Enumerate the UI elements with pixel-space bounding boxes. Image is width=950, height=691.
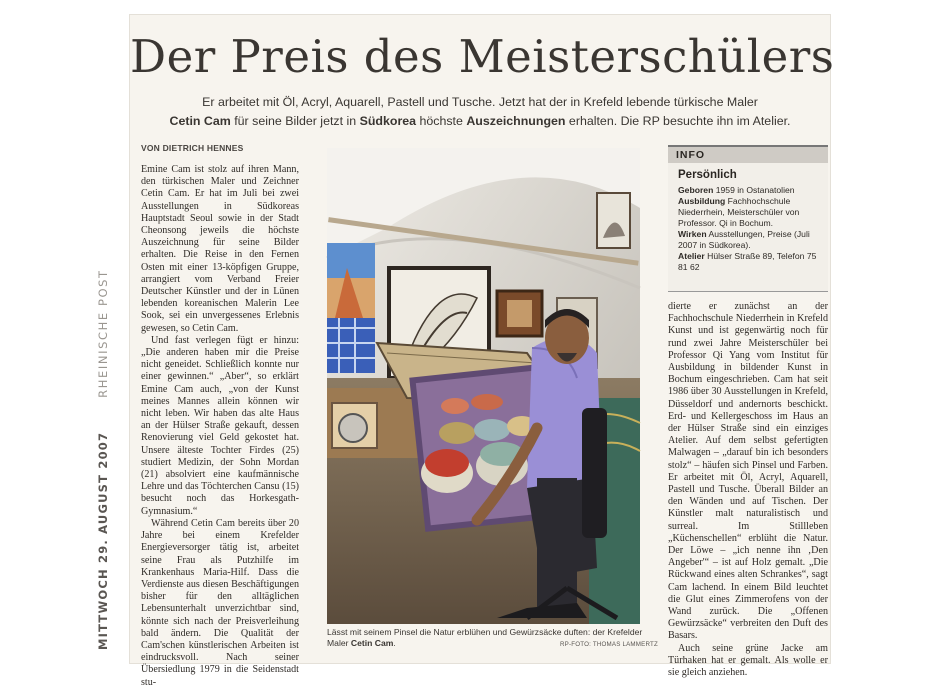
info-box-header: INFO [668, 147, 828, 163]
info-item-work: Wirken Ausstellungen, Preise (Juli 2007 in Südkorea). [678, 229, 810, 250]
byline: VON DIETRICH HENNES [141, 143, 244, 153]
info-box [668, 145, 828, 291]
article-headline: Der Preis des Meisterschülers [130, 30, 835, 83]
info-item-born: Geboren 1959 in Ostanatolien [678, 185, 795, 195]
edition-sidebar [96, 269, 110, 650]
paragraph: Während Cetin Cam bereits über 20 Jahre bei einem Krefelder Energieversorger tätig ist, arbeitet seine Frau als Putzhilfe im Krankenhaus Maria-Hilf. Dass die Verdienste aus diesen Beschäftigungen bisher für den alltäglichen Lebensunterhalt unverzichtbar sind, könnte sich nach der Preisverleihung bald ändern. Die Qualität der Cam'schen künstlerischen Arbeiten ist eindrucksvoll. Nach seiner Übersiedlung 1979 in die Seidenstadt stu- [141, 517, 299, 688]
paragraph: Auch seine grüne Jacke am Türhaken hat er gemalt. Als wolle er sie gleich anziehen. [668, 642, 828, 679]
paragraph: Und fast verlegen fügt er hinzu: „Die anderen haben mir die Preise nicht geneidet. Schließlich konnte nur einer gewinnen.“ „Aber“, so erklärt Emine Cam auch, „von der Kunst meines Mannes allein können wir nicht leben. Wir haben das alte Haus an der Hülser Straße gekauft, dessen Renovierung viel Geld gekostet hat. Unsere älteste Tochter Firdes (25) studiert Medizin, der Sohn Mordan (21) absolviert eine kaufmännische Lehre und das Töchterchen Cansu (15) besucht noch das Horkesgath-Gymnasium.“ [141, 334, 299, 517]
info-item-education: Ausbildung Fachhochschule Niederrhein, Meisterschüler von Professor. Qi in Bochum. [678, 196, 800, 228]
photo-caption: Lässt mit seinem Pinsel die Natur erblühen und Gewürzsäcke duften: der Krefelder Maler Cetin Cam. [327, 627, 643, 648]
caption-artist-name: Cetin Cam [350, 638, 394, 648]
deck-country: Südkorea [359, 114, 417, 128]
article-deck: Er arbeitet mit Öl, Acryl, Aquarell, Pastell und Tusche. Jetzt hat der in Krefeld lebende türkische Maler Cetin Cam für seine Bilder jetzt in Südkorea höchste Auszeichnungen erhalten. Die RP besuchte ihn im Atelier. [169, 95, 791, 128]
publication-name: RHEINISCHE POST [96, 269, 110, 398]
edition-date: MITTWOCH 29. AUGUST 2007 [96, 431, 110, 650]
deck-award: Auszeichnungen [466, 114, 566, 128]
paragraph: dierte er zunächst an der Fachhochschule Niederrhein in Krefeld Kunst und ist gegenwärtig noch für rund zwei Jahre Meisterschüler bei Professor Qi Yang vom Institut für Ausbildung in bildender Kunst in Bochum eingeschrieben. Cam hat seit 1986 über 30 Ausstellungen in Krefeld, Düsseldorf und andernorts beschickt. Erd- und Kellergeschoss im Haus an der Hülser Straße sind ein einziges Atelier. Auf dem selbst gefertigten Malwagen – „darauf bin ich besonders stolz“ – häufen sich Pinsel und Farben. Er arbeitet mit Öl, Acryl, Aquarell, Pastell und Tusche. Überall Bilder an den Wänden und auf Tischen. Der Künstler malt naturalistisch und surreal. Im Stillleben „Küchenschellen“ erblüht die Natur. Der Löwe – „ich nenne ihn ‚Den Angeber'“ – ist auf Holz gemalt. „Die Rückwand eines alten Schrankes“, sagt Cam lachend. In einem Bild leuchtet die Glut eines Zimmerofens von der Wand zurück. Die „Offenen Gewürzsäcke“ verbreiten den Duft des Basars. [668, 301, 828, 642]
photo-credit: RP-FOTO: THOMAS LAMMERTZ [560, 641, 658, 648]
article-column-1 [141, 164, 299, 688]
info-box-divider [668, 291, 828, 292]
info-box-title: Persönlich [678, 169, 737, 181]
atelier-photo-illustration [327, 148, 640, 624]
paragraph: Emine Cam ist stolz auf ihren Mann, den türkischen Maler und Zeichner Cetin Cam. Er hat im Juli bei zwei Ausstellungen in Südkoreas Hauptstadt Seoul sowie in der Stadt Cheonsong jeweils die höchste Auszeichnung für seine Bilder erhalten. Die Reise in den Fernen Osten mit einer 13-köpfigen Gruppe, arrangiert vom Verband Freier Deutscher Künstler und der in Lünen lebenden koreanischen Malerin Lee Sook, sei ein unvergessenes Erlebnis gewesen, so Cetin Cam. [141, 164, 299, 334]
deck-artist-name: Cetin Cam [169, 114, 231, 128]
info-item-studio: Atelier Hülser Straße 89, Telefon 75 81 62 [678, 251, 817, 272]
artist-photo [327, 148, 640, 624]
article-column-3 [668, 301, 828, 679]
